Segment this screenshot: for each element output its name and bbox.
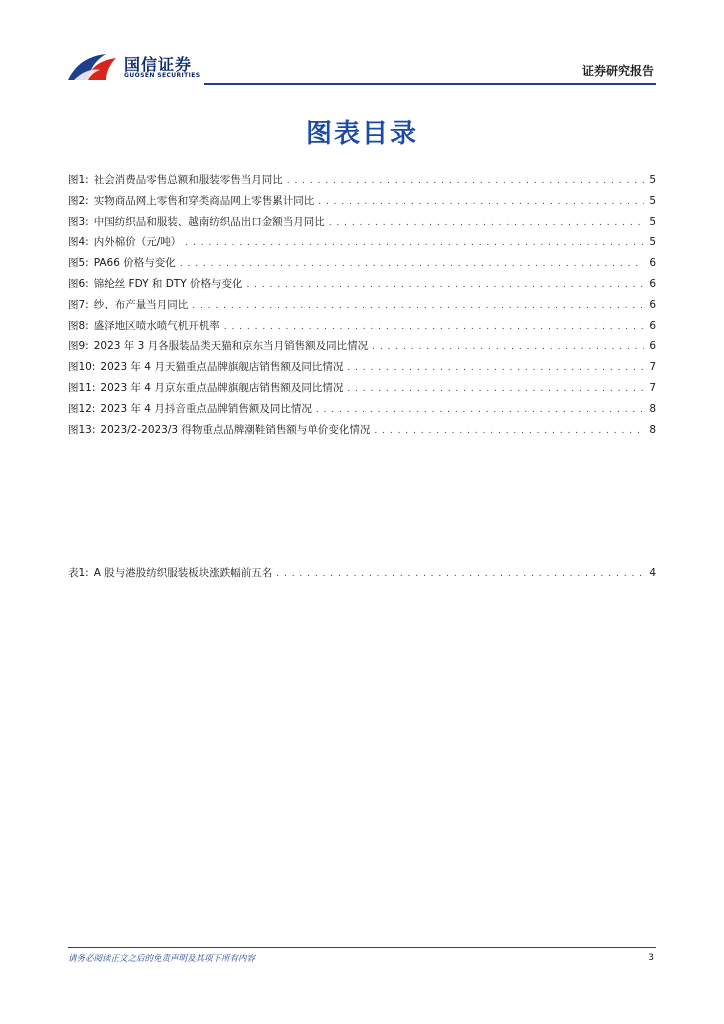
- toc-dot-leader: [276, 569, 644, 579]
- header-divider: [204, 83, 656, 85]
- toc-entry-title: 中国纺织品和服装、越南纺织品出口金额当月同比: [93, 215, 325, 228]
- toc-entry-title: 2023 年 4 月京东重点品牌旗舰店销售额及同比情况: [100, 381, 344, 394]
- toc-entry[interactable]: [68, 234, 656, 255]
- toc-entry-label: 图13:: [68, 423, 96, 436]
- toc-entry-title: 2023 年 4 月天猫重点品牌旗舰店销售额及同比情况: [100, 361, 344, 374]
- toc-entry-title: 2023 年 4 月抖音重点品牌销售额及同比情况: [100, 402, 312, 415]
- toc-entry[interactable]: [68, 255, 656, 276]
- toc-entry-title: 纱、布产量当月同比: [93, 298, 189, 311]
- toc-entry-page: 6: [649, 319, 656, 332]
- toc-entry-page: 5: [649, 215, 656, 228]
- disclaimer-note: 请务必阅读正文之后的免责声明及其项下所有内容: [68, 954, 256, 964]
- toc-entry-label: 图8:: [68, 319, 89, 332]
- toc-entry[interactable]: [68, 422, 656, 443]
- toc-entry-title: A 股与港股纺织服装板块涨跌幅前五名: [93, 567, 273, 579]
- toc-entry[interactable]: [68, 297, 656, 318]
- toc-dot-leader: [180, 259, 644, 269]
- toc-entry-page: 5: [649, 194, 656, 207]
- toc-entry[interactable]: [68, 193, 656, 214]
- toc-entry[interactable]: [68, 214, 656, 235]
- toc-entry-title: PA66 价格与变化: [93, 257, 176, 270]
- toc-entry-page: 6: [649, 298, 656, 311]
- toc-entry-label: 图6:: [68, 277, 89, 290]
- page-header: [0, 0, 724, 90]
- toc-dot-leader: [185, 238, 644, 248]
- toc-entry-page: 4: [649, 567, 656, 579]
- toc-entry-label: 图4:: [68, 236, 89, 249]
- toc-entry-label: 图11:: [68, 381, 96, 394]
- toc-entry-page: 6: [649, 340, 656, 353]
- table-list: [68, 565, 656, 586]
- page-title: 图表目录: [305, 119, 418, 149]
- toc-entry-title: 2023/2-2023/3 得物重点品牌潮鞋销售额与单价变化情况: [100, 423, 371, 436]
- toc-dot-leader: [224, 322, 644, 332]
- toc-dot-leader: [329, 218, 644, 228]
- figure-list: [68, 172, 656, 442]
- toc-entry[interactable]: [68, 338, 656, 359]
- toc-entry[interactable]: [68, 318, 656, 339]
- toc-dot-leader: [287, 176, 644, 186]
- toc-entry-label: 表1:: [68, 567, 89, 579]
- toc-entry-label: 图9:: [68, 340, 89, 353]
- toc-entry-page: 7: [649, 361, 656, 374]
- toc-entry[interactable]: [68, 565, 656, 586]
- toc-dot-leader: [318, 197, 644, 207]
- guosen-logo-icon: [66, 50, 118, 84]
- toc-entry-page: 7: [649, 381, 656, 394]
- brand-name-english: GUOSEN SECURITIES: [124, 72, 201, 79]
- page-number: 3: [648, 953, 654, 963]
- toc-entry[interactable]: [68, 276, 656, 297]
- toc-entry-title: 内外棉价（元/吨）: [93, 236, 182, 249]
- toc-entry-page: 6: [649, 277, 656, 290]
- toc-entry-label: 图1:: [68, 174, 89, 186]
- toc-dot-leader: [347, 384, 644, 394]
- toc-entry[interactable]: [68, 401, 656, 422]
- report-type-label: 证券研究报告: [581, 64, 654, 78]
- toc-entry-label: 图2:: [68, 194, 89, 207]
- footer-divider: [68, 947, 656, 948]
- toc-entry-title: 盛泽地区喷水喷气机开机率: [93, 319, 220, 332]
- toc-dot-leader: [374, 426, 644, 436]
- toc-entry-page: 5: [649, 236, 656, 249]
- toc-entry[interactable]: [68, 359, 656, 380]
- toc-entry-page: 6: [649, 257, 656, 270]
- toc-entry-label: 图3:: [68, 215, 89, 228]
- toc-entry-label: 图7:: [68, 298, 89, 311]
- toc-dot-leader: [347, 363, 644, 373]
- toc-entry[interactable]: [68, 172, 656, 193]
- toc-dot-leader: [192, 301, 644, 311]
- brand-name: 国信证券: [124, 55, 193, 74]
- toc-entry-page: 8: [649, 402, 656, 415]
- toc-entry-page: 5: [649, 174, 656, 186]
- toc-entry-label: 图10:: [68, 361, 96, 374]
- toc-entry-label: 图5:: [68, 257, 89, 270]
- toc-entry-title: 锦纶丝 FDY 和 DTY 价格与变化: [93, 277, 243, 290]
- toc-dot-leader: [316, 405, 644, 415]
- toc-entry-label: 图12:: [68, 402, 96, 415]
- toc-entry-title: 2023 年 3 月各服装品类天猫和京东当月销售额及同比情况: [93, 340, 369, 353]
- toc-dot-leader: [246, 280, 644, 290]
- toc-entry[interactable]: [68, 380, 656, 401]
- toc-entry-page: 8: [649, 423, 656, 436]
- toc-dot-leader: [372, 342, 644, 352]
- toc-entry-title: 社会消费品零售总额和服装零售当月同比: [93, 174, 283, 186]
- toc-entry-title: 实物商品网上零售和穿类商品网上零售累计同比: [93, 194, 315, 207]
